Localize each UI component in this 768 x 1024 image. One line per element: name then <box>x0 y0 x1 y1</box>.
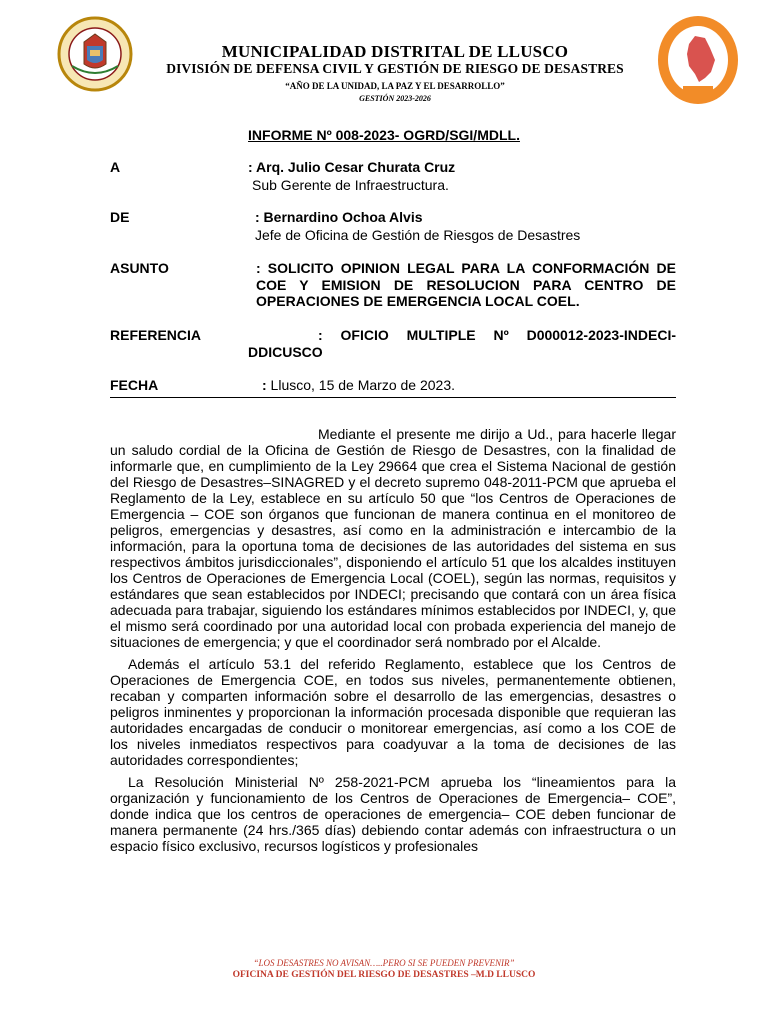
division-name: DIVISIÓN DE DEFENSA CIVIL Y GESTIÓN DE RIESGO DE DESASTRES <box>166 61 624 76</box>
subject-label: ASUNTO <box>110 260 169 276</box>
footer-office: OFICINA DE GESTIÓN DEL RIESGO DE DESASTRES –M.D LLUSCO <box>232 970 536 980</box>
reference-value: : OFICIO MULTIPLE Nº D000012-2023-INDECI-DDICUSCO <box>248 327 676 360</box>
to-label: A <box>110 159 121 175</box>
term: GESTIÓN 2023-2026 <box>359 94 431 103</box>
date-label: FECHA <box>110 377 159 393</box>
year-motto: “AÑO DE LA UNIDAD, LA PAZ Y EL DESARROLLO” <box>285 81 505 91</box>
org-name: MUNICIPALIDAD DISTRITAL DE LLUSCO <box>221 42 569 61</box>
header-divider <box>110 397 676 398</box>
municipal-seal-logo <box>52 14 138 100</box>
body-paragraph-1: Mediante el presente me dirijo a Ud., para hacerle llegar un saludo cordial de la Oficina de Gestión de Riesgo de Desastres, con la finalidad de informarle que, en cumplimiento de la Ley 29664 que crea el Sistema Nacional de gestión del Riesgo de Desastres–SINAGRED y el decreto supremo 048-2011-PCM que aprueba el Reglamento de la Ley, establece en su artículo 50 que “los Centros de Operaciones de Emergencia – COE son órganos que funcionan de manera continua en el monitoreo de peligros, emergencias y desastres, así como en la administración e intercambio de la información, para la oportuna toma de decisiones de las autoridades del sistema en sus respectivos ámbitos jurisdiccionales”, disponiendo el artículo 51 que los alcaldes instituyen los Centros de Operaciones de Emergencia Local (COEL), según las normas, requisitos y estándares que sean establecidos por INDECI; precisando que contará con un área física adecuada para trabajar, siguiendo los estándares mínimos establecidos por INDECI, y, que el mismo será coordinado por una autoridad local con probada experiencia del manejo de situaciones de emergencia; y que el coordinador será nombrado por el Alcalde. <box>110 426 676 650</box>
from-role: Jefe de Oficina de Gestión de Riesgos de Desastres <box>255 227 581 243</box>
date-value: Llusco, 15 de Marzo de 2023. <box>266 377 456 393</box>
civil-defense-seal-logo <box>655 14 741 106</box>
body-paragraph-2: Además el artículo 53.1 del referido Reglamento, establece que los Centros de Operaciones de Emergencia COE, en todos sus niveles, permanentemente obtienen, recaban y comparten información sobre el desarrollo de las emergencias, desastres o peligros inminentes y proporcionan la información procesada disponible que requieran las autoridades encargadas de conducir o monitorear emergencias, así como a los COE de los niveles inmediatos respectivos para coadyuvar a la toma de decisiones de las autoridades correspondientes; <box>110 656 676 768</box>
date-field <box>262 377 455 393</box>
reference-text <box>248 327 676 361</box>
to-role: Sub Gerente de Infraestructura. <box>252 177 449 193</box>
to-name: : Arq. Julio Cesar Churata Cruz <box>248 159 456 175</box>
from-name: : Bernardino Ochoa Alvis <box>255 209 423 225</box>
report-title <box>0 127 768 143</box>
date-colon: : <box>262 377 267 393</box>
body-paragraph-3: La Resolución Ministerial Nº 258-2021-PCM aprueba los “lineamientos para la organización y funcionamiento de los Centros de Operaciones de Emergencia– COE”, donde indica que los centros de operaciones de emergencia– COE deben funcionar de manera permanente (24 hrs./365 días) debiendo contar además con infraestructura o un espacio físico exclusivo, recursos logísticos y profesionales <box>110 774 676 854</box>
report-body <box>110 426 676 860</box>
from-label: DE <box>110 209 130 225</box>
footer-slogan: “LOS DESASTRES NO AVISAN…..PERO SI SE PUEDEN PREVENIR” <box>253 958 515 968</box>
subject-text: : SOLICITO OPINION LEGAL PARA LA CONFORMACIÓN DE COE Y EMISION DE RESOLUCION PARA CENTRO DE OPERACIONES DE EMERGENCIA LOCAL COEL. <box>256 260 676 309</box>
reference-label: REFERENCIA <box>110 327 202 343</box>
report-title-text: INFORME Nº 008-2023- OGRD/SGI/MDLL. <box>248 127 520 143</box>
